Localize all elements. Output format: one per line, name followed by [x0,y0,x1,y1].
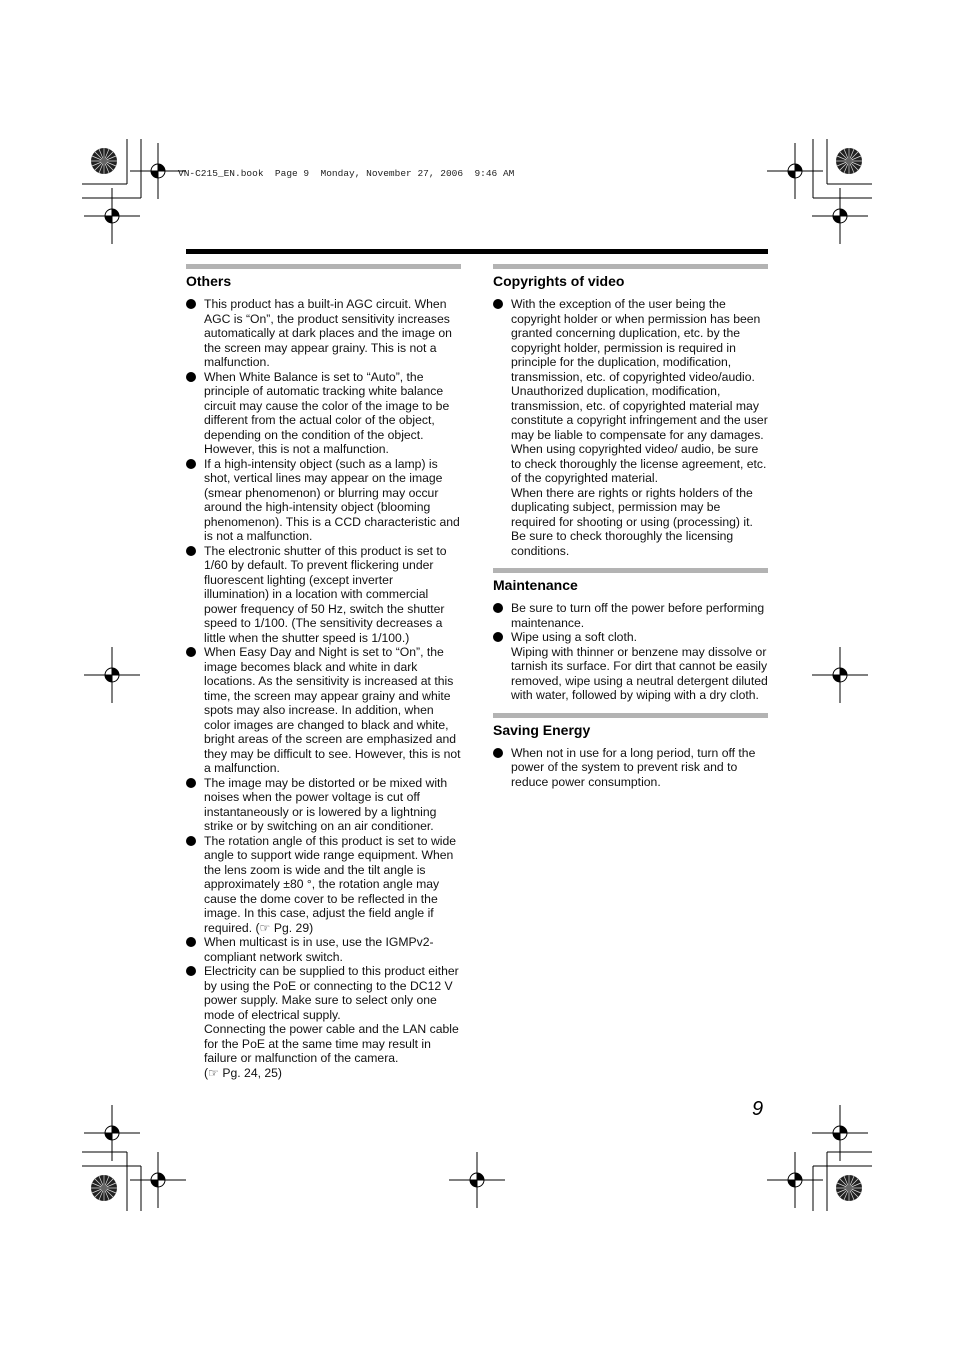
target-mid-left [84,647,140,703]
section-bar [493,568,768,573]
starburst-top-right [836,148,862,174]
bullet-list [493,601,768,703]
list-item: When not in use for a long period, turn off the power of the system to prevent risk and to reduce power consumption. [493,746,768,790]
target-bottom-right-a [812,1105,868,1161]
section-bar [186,264,461,269]
bullet-list [186,297,461,1080]
page-number: 9 [752,1098,764,1120]
list-item: Electricity can be supplied to this product either by using the PoE or connecting to the DC12 V power supply. Make sure to select only one mode of electrical supply. Connecting the power cable and the LAN cable for the PoE at the same time may result in failure or malfunction of the camera. (☞ Pg. 24, 25) [186,964,461,1080]
bullet-list [493,746,768,790]
starburst-top-left [91,148,117,174]
section-others [186,264,461,1080]
target-bottom-right-b [767,1152,823,1208]
section-maintenance [493,568,768,703]
list-item: When Easy Day and Night is set to “On”, the image becomes black and white in dark locations. As the sensitivity is increased at this time, the screen may appear grainy and white spots may also increase. In addition, when color images are changed to black and white, bright areas of the screen are emphasized and they may be difficult to see. However, this is not a malfunction. [186,645,461,776]
section-copyrights [493,264,768,558]
list-item: Be sure to turn off the power before performing maintenance. [493,601,768,630]
list-item: This product has a built-in AGC circuit. When AGC is “On”, the product sensitivity increases automatically at dark places and the image on the screen may appear grainy. This is not a malfunction. [186,297,461,370]
top-rule [186,249,768,254]
list-item: When multicast is in use, use the IGMPv2-compliant network switch. [186,935,461,964]
target-bottom-center [449,1152,505,1208]
list-item: When White Balance is set to “Auto”, the principle of automatic tracking white balance circuit may cause the color of the image to be different from the actual color of the object, depending on the condition of the object. However, this is not a malfunction. [186,370,461,457]
section-saving-energy [493,713,768,790]
left-column [186,264,461,1090]
section-title: Saving Energy [493,721,591,738]
list-item: If a high-intensity object (such as a lamp) is shot, vertical lines may appear on the image (smear phenomenon) or blurring may occur around the high-intensity object (blooming phenomenon). This is a CCD characteristic and is not a malfunction. [186,457,461,544]
section-bar [493,713,768,718]
section-title: Others [186,273,232,289]
target-mid-right [812,647,868,703]
target-top-left-a [130,143,186,199]
section-title: Maintenance [493,577,578,593]
section-title: Copyrights of video [493,273,625,289]
target-top-right-b [812,188,868,244]
list-item: Wipe using a soft cloth. Wiping with thinner or benzene may dissolve or tarnish its surface. For dirt that cannot be easily removed, wipe using a neutral detergent diluted with water, followed by wiping with a dry cloth. [493,630,768,703]
list-item: The image may be distorted or be mixed with noises when the power voltage is cut off instantaneously or is lowered by a lightning strike or by switching on an air conditioner. [186,776,461,834]
target-bottom-left-b [130,1152,186,1208]
target-top-right-a [767,143,823,199]
starburst-bottom-left [91,1175,117,1201]
print-header: VN-C215_EN.book Page 9 Monday, November 27, 2006 9:46 AM [178,168,515,179]
list-item: With the exception of the user being the copyright holder or when permission has been granted concerning duplication, etc. by the copyright holder, permission is required in principle for the duplication, modification, transmission, etc. of copyrighted video/audio. Unauthorized duplication, modification, transmission, etc. of copyrighted material may constitute a copyright infringement and the user may be liable to compensate for any damages. When using copyrighted video/ audio, be sure to check thoroughly the license agreement, etc. of the copyrighted material. When there are rights or rights holders of the duplicating subject, permission may be required for shooting or using (processing) it. Be sure to check thoroughly the licensing conditions. [493,297,768,558]
section-bar [493,264,768,269]
right-column [493,264,768,799]
target-top-left-b [84,188,140,244]
list-item: The rotation angle of this product is set to wide angle to support wide range equipment. When the lens zoom is wide and the tilt angle is approximately ±80 °, the rotation angle may cause the dome cover to be reflected in the image. In this case, adjust the field angle if required. (☞ Pg. 29) [186,834,461,936]
target-bottom-left-a [84,1105,140,1161]
bullet-list [493,297,768,558]
list-item: The electronic shutter of this product is set to 1/60 by default. To prevent flickering under fluorescent lighting (except inverter illumination) in a location with commercial power frequency of 50 Hz, switch the shutter speed to 1/100. (The sensitivity decreases a little when the shutter speed is 1/100.) [186,544,461,646]
starburst-bottom-right [836,1175,862,1201]
